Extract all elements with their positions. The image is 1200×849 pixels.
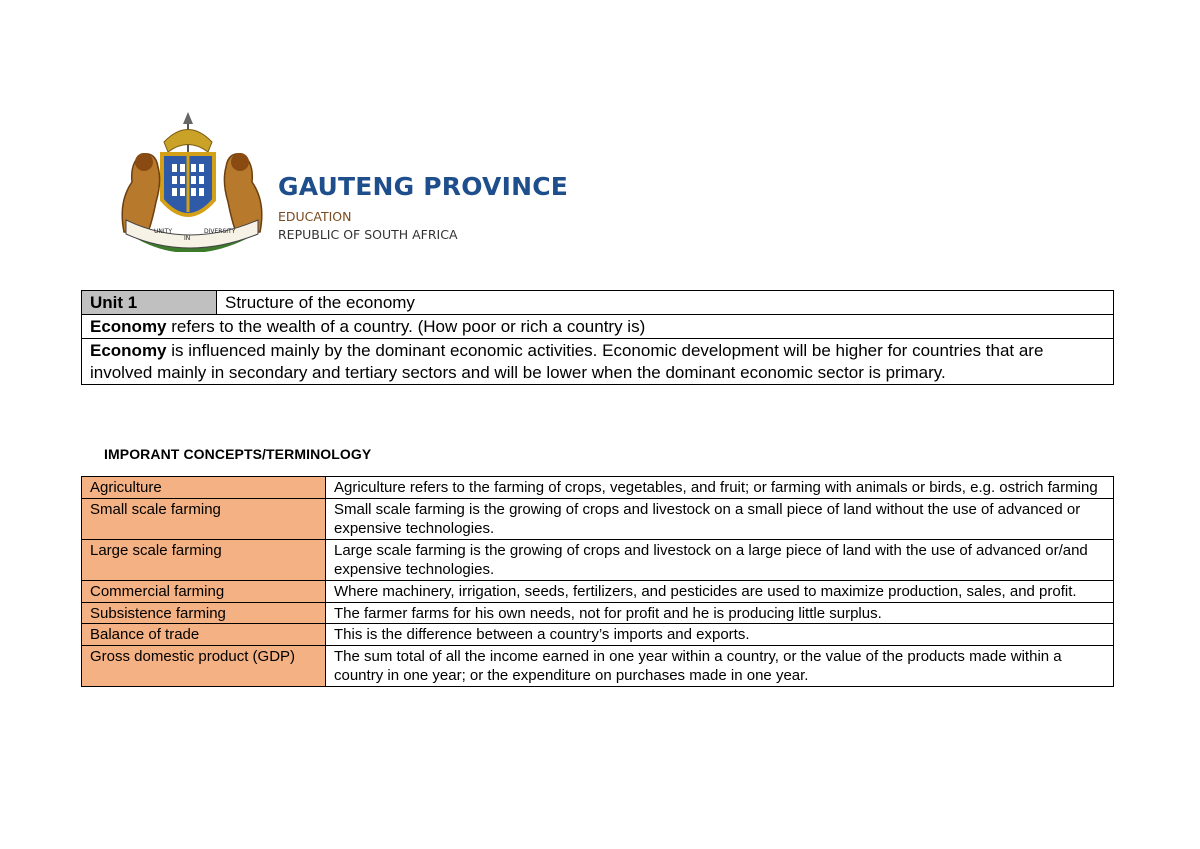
term-cell: Balance of trade [82, 624, 326, 646]
term-cell: Subsistence farming [82, 602, 326, 624]
definition-cell: Agriculture refers to the farming of crops, vegetables, and fruit; or farming with animals or birds, e.g. ostrich farming [326, 477, 1114, 499]
economy-term: Economy [90, 341, 167, 360]
term-cell: Commercial farming [82, 580, 326, 602]
unit-title-row [82, 291, 1114, 315]
definition-cell: This is the difference between a country’s imports and exports. [326, 624, 1114, 646]
economy-influence-text: is influenced mainly by the dominant economic activities. Economic development will be higher for countries that are involved mainly in secondary and tertiary sectors and will be lower when the dominant economic sector is primary. [90, 341, 1044, 382]
economy-influence-row [82, 339, 1114, 385]
unit-label: Unit 1 [82, 291, 217, 315]
coat-of-arms-icon [112, 112, 272, 252]
term-row [82, 477, 1114, 499]
term-cell: Agriculture [82, 477, 326, 499]
country-name: REPUBLIC OF SOUTH AFRICA [278, 227, 458, 242]
motto-in: IN [184, 235, 191, 242]
term-row [82, 624, 1114, 646]
term-row [82, 539, 1114, 580]
province-name: GAUTENG PROVINCE [278, 172, 569, 201]
term-cell: Large scale farming [82, 539, 326, 580]
motto-diversity: DIVERSITY [204, 228, 236, 235]
definition-cell: Small scale farming is the growing of crops and livestock on a small piece of land without the use of advanced or expensive technologies. [326, 498, 1114, 539]
terminology-table [81, 476, 1114, 687]
economy-definition-row [82, 315, 1114, 339]
definition-cell: The farmer farms for his own needs, not for profit and he is producing little surplus. [326, 602, 1114, 624]
motto-unity: UNITY [154, 228, 172, 235]
economy-term: Economy [90, 317, 167, 336]
definition-cell: The sum total of all the income earned in one year within a country, or the value of the products made within a country in one year; or the expenditure on purchases made in one year. [326, 645, 1114, 686]
term-cell: Small scale farming [82, 498, 326, 539]
department-name: EDUCATION [278, 209, 352, 224]
economy-influence [82, 339, 1114, 385]
unit-table [81, 290, 1114, 385]
economy-definition [82, 315, 1114, 339]
term-cell: Gross domestic product (GDP) [82, 645, 326, 686]
unit-title: Structure of the economy [217, 291, 1114, 315]
letterhead-logo [112, 112, 569, 252]
economy-definition-text: refers to the wealth of a country. (How poor or rich a country is) [166, 317, 646, 336]
term-row [82, 580, 1114, 602]
definition-cell: Where machinery, irrigation, seeds, fertilizers, and pesticides are used to maximize production, sales, and profit. [326, 580, 1114, 602]
concepts-heading: IMPORANT CONCEPTS/TERMINOLOGY [104, 446, 372, 462]
term-row [82, 645, 1114, 686]
definition-cell: Large scale farming is the growing of crops and livestock on a large piece of land with the use of advanced or/and expensive technologies. [326, 539, 1114, 580]
term-row [82, 602, 1114, 624]
term-row [82, 498, 1114, 539]
